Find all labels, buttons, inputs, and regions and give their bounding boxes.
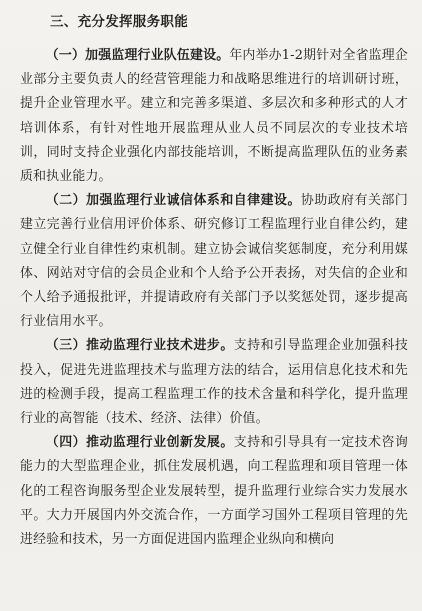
paragraph-3-body: 支持和引导监理企业加强科技投入，促进先进监理技术与监理方法的结合，运用信息化技术和先进的检测手段，提高工程监理工作的技术含量和科学化，提升监理行业的高智能（技术、经济、法律）价值。 — [20, 338, 408, 427]
paragraph-1-body: 年内举办1-2期针对全省监理企业部分主要负责人的经营管理能力和战略思维进行的培训研讨班，提升企业管理水平。建立和完善多渠道、多层次和多种形式的人才培训体系，有针对性地开展监理从业人员不同层次的专业技术培训，同时支持企业强化内部技能培训，不断提高监理队伍的业务素质和执业能力。 — [20, 48, 408, 185]
paragraph-2-body: 协助政府有关部门建立完善行业信用评价体系、研究修订工程监理行业自律公约，建立健全行业自律性约束机制。建立协会诚信奖惩制度，充分利用媒体、网站对守信的会员企业和个人给予公开表扬，对失信的企业和个人给予通报批评，并提请政府有关部门予以奖惩处罚，逐步提高行业信用水平。 — [20, 193, 408, 330]
paragraph-1-lead: （一）加强监理行业队伍建设。 — [45, 48, 230, 63]
paragraph-3 — [20, 334, 408, 431]
paragraph-2 — [20, 189, 408, 334]
section-heading: 三、充分发挥服务职能 — [50, 14, 188, 30]
paragraph-2-lead: （二）加强监理行业诚信体系和自律建设。 — [45, 193, 301, 209]
paragraph-4-lead: （四）推动监理行业创新发展。 — [45, 435, 234, 451]
paragraph-4-body: 支持和引导具有一定技术咨询能力的大型监理企业，抓住发展机遇，向工程监理和项目管理一体化的工程咨询服务型企业发展转型，提升监理行业综合实力发展水平。大力开展国内外交流合作，一方面学习国外工程项目管理的先进经验和技术，另一方面促进国内监理企业纵向和横向 — [20, 435, 408, 548]
paragraph-4 — [20, 431, 408, 552]
paragraph-3-lead: （三）推动监理行业技术进步。 — [45, 338, 234, 354]
paragraph-1 — [20, 44, 408, 189]
